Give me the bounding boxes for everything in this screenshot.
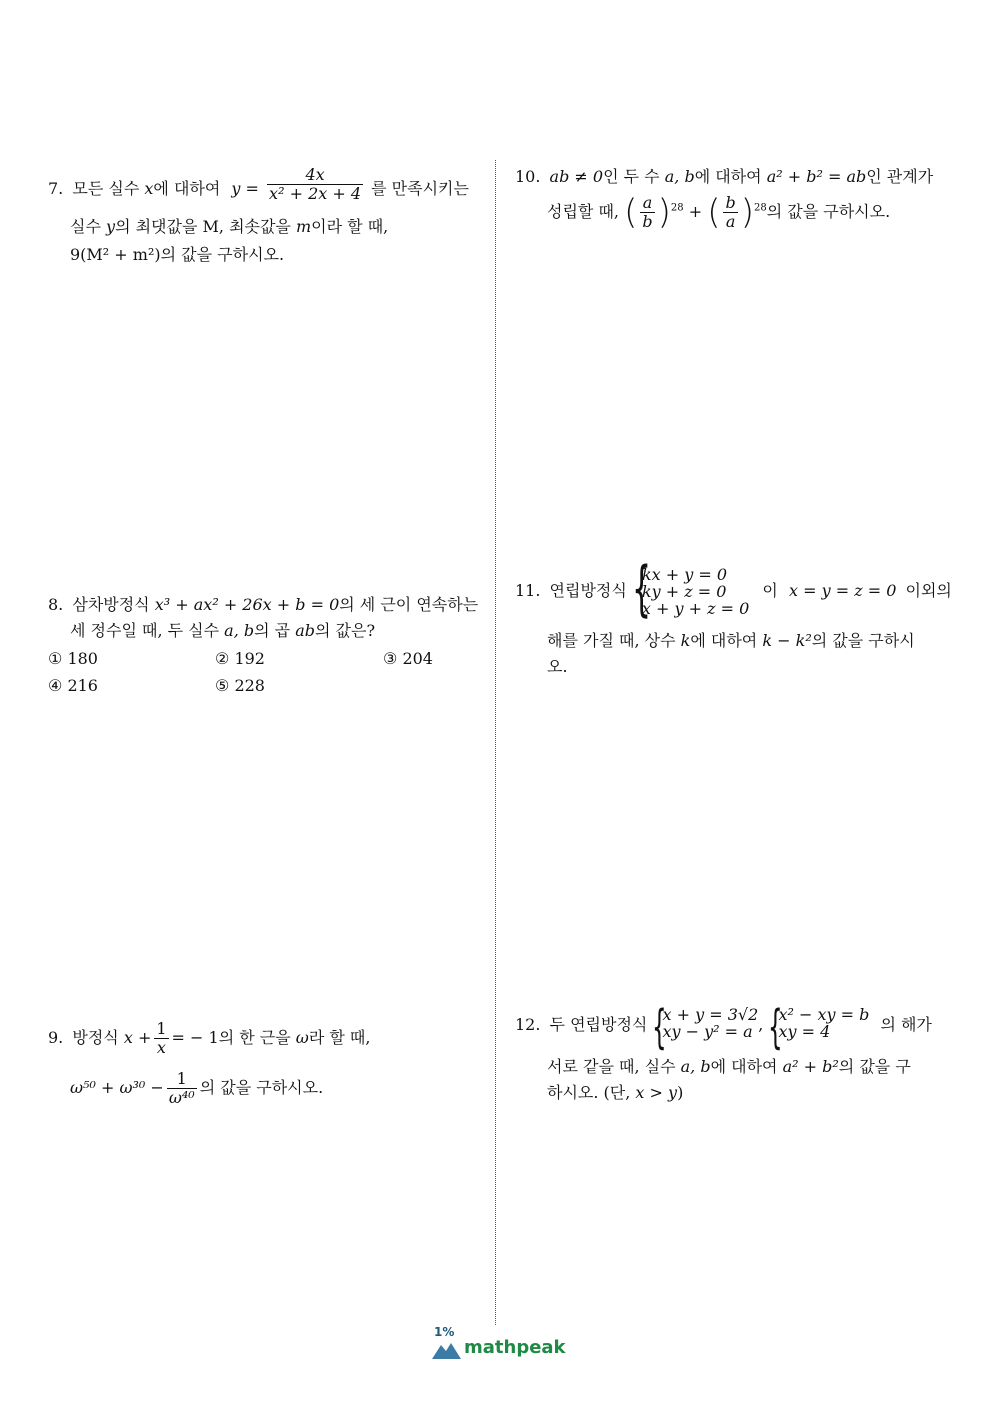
equation-system-1: { x + y = 3√2 xy − y² = a	[652, 1000, 759, 1054]
problem-number: 8.	[48, 595, 64, 614]
fraction-b-over-a: $\frac{b}{a}$	[725, 193, 736, 231]
logo-percent: 1%	[434, 1325, 455, 1339]
problem-number: 9.	[48, 1028, 64, 1047]
problem-number: 11.	[515, 581, 541, 600]
option-5[interactable]: ⑤ 228	[215, 676, 265, 695]
problem-number: 12.	[515, 1015, 541, 1034]
column-divider	[495, 160, 496, 1325]
logo-brand: mathpeak	[464, 1337, 566, 1358]
fraction: $\frac{1}{x}$	[156, 1019, 167, 1057]
option-3[interactable]: ③ 204	[383, 649, 433, 668]
problem-number: 7.	[48, 179, 64, 198]
equation-system: { kx + y = 0 ky + z = 0 x + y + z = 0	[631, 554, 750, 624]
option-1[interactable]: ① 180	[48, 649, 98, 668]
problem-number: 10.	[515, 167, 541, 186]
option-2[interactable]: ② 192	[215, 649, 265, 668]
equation-system-2: { x² − xy = b xy = 4	[768, 1000, 870, 1054]
fraction: $\frac{1}{\text{ω⁴⁰}}$	[168, 1069, 195, 1107]
mathpeak-logo	[432, 1325, 572, 1365]
fraction: $\frac{4x}{\text{x² + 2x + 4}}$	[269, 165, 362, 203]
option-4[interactable]: ④ 216	[48, 676, 98, 695]
mountain-icon	[432, 1339, 462, 1361]
fraction-a-over-b: $\frac{a}{b}$	[642, 193, 653, 231]
